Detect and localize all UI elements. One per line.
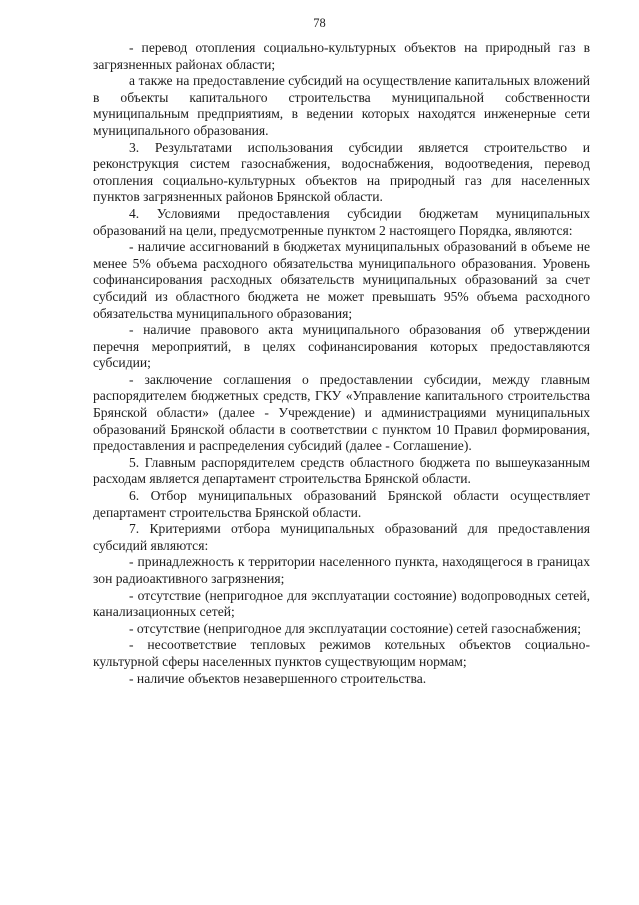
paragraph-criterion-radioactive-zone: - принадлежность к территории населенного пункта, находящегося в границах зон радиоактивного загрязнения; (93, 554, 590, 586)
paragraph-criterion-water-sewer: - отсутствие (непригодное для эксплуатации состояние) водопроводных сетей, канализационных сетей; (93, 587, 590, 620)
paragraph-gas-heating-transfer: - перевод отопления социально-культурных объектов на природный газ в загрязненных районах области; (93, 40, 590, 72)
document-body (93, 40, 590, 687)
paragraph-condition-agreement: - заключение соглашения о предоставлении субсидии, между главным распорядителем бюджетных средств, ГКУ «Управление капитального строительства Брянской области» (далее - Учреждение) и администрациями муниципальных образований Брянской области в соответствии с пунктом 10 Правил формирования, предоставления и распределения субсидий (далее - Соглашение). (93, 371, 590, 454)
page-number: 78 (313, 16, 326, 30)
paragraph-criterion-gas-networks: - отсутствие (непригодное для эксплуатации состояние) сетей газоснабжения; (129, 620, 582, 636)
paragraph-4-subsidy-conditions: 4. Условиями предоставления субсидии бюджетам муниципальных образований на цели, предусмотренные пунктом 2 настоящего Порядка, являются: (93, 205, 590, 238)
paragraph-condition-legal-act: - наличие правового акта муниципального образования об утверждении перечня мероприятий, в целях софинансирования которых предоставляются субсидии; (93, 322, 590, 371)
paragraph-6-selection: 6. Отбор муниципальных образований Брянской области осуществляет департамент строительства Брянской области. (93, 488, 590, 520)
paragraph-5-chief-administrator: 5. Главным распорядителем средств областного бюджета по вышеуказанным расходам является департамент строительства Брянской области. (93, 454, 590, 487)
paragraph-7-selection-criteria: 7. Критериями отбора муниципальных образований для предоставления субсидий являются: (93, 521, 590, 553)
paragraph-capital-investment-subsidies: а также на предоставление субсидий на осуществление капитальных вложений в объекты капитального строительства муниципальной собственности муниципальным предприятиям, в ведении которых находятся инженерные сети муниципального образования. (93, 73, 590, 138)
paragraph-3-subsidy-results: 3. Результатами использования субсидии является строительство и реконструкция систем газоснабжения, водоснабжения, водоотведения, перевод отопления социально-культурных объектов на природный газ для населенных пунктов загрязненных районов Брянской области. (93, 139, 590, 205)
paragraph-criterion-heating-modes: - несоответствие тепловых режимов котельных объектов социально-культурной сферы населенных пунктов существующим нормам; (93, 637, 590, 669)
paragraph-criterion-unfinished-construction: - наличие объектов незавершенного строительства. (129, 670, 427, 686)
paragraph-condition-budget-allocations: - наличие ассигнований в бюджетах муниципальных образований в объеме не менее 5% объема расходного обязательства муниципального образования. Уровень софинансирования расходных обязательств муниципальных образований за счет субсидий из областного бюджета не может превышать 95% объема расходного обязательства муниципального образования; (93, 239, 590, 321)
